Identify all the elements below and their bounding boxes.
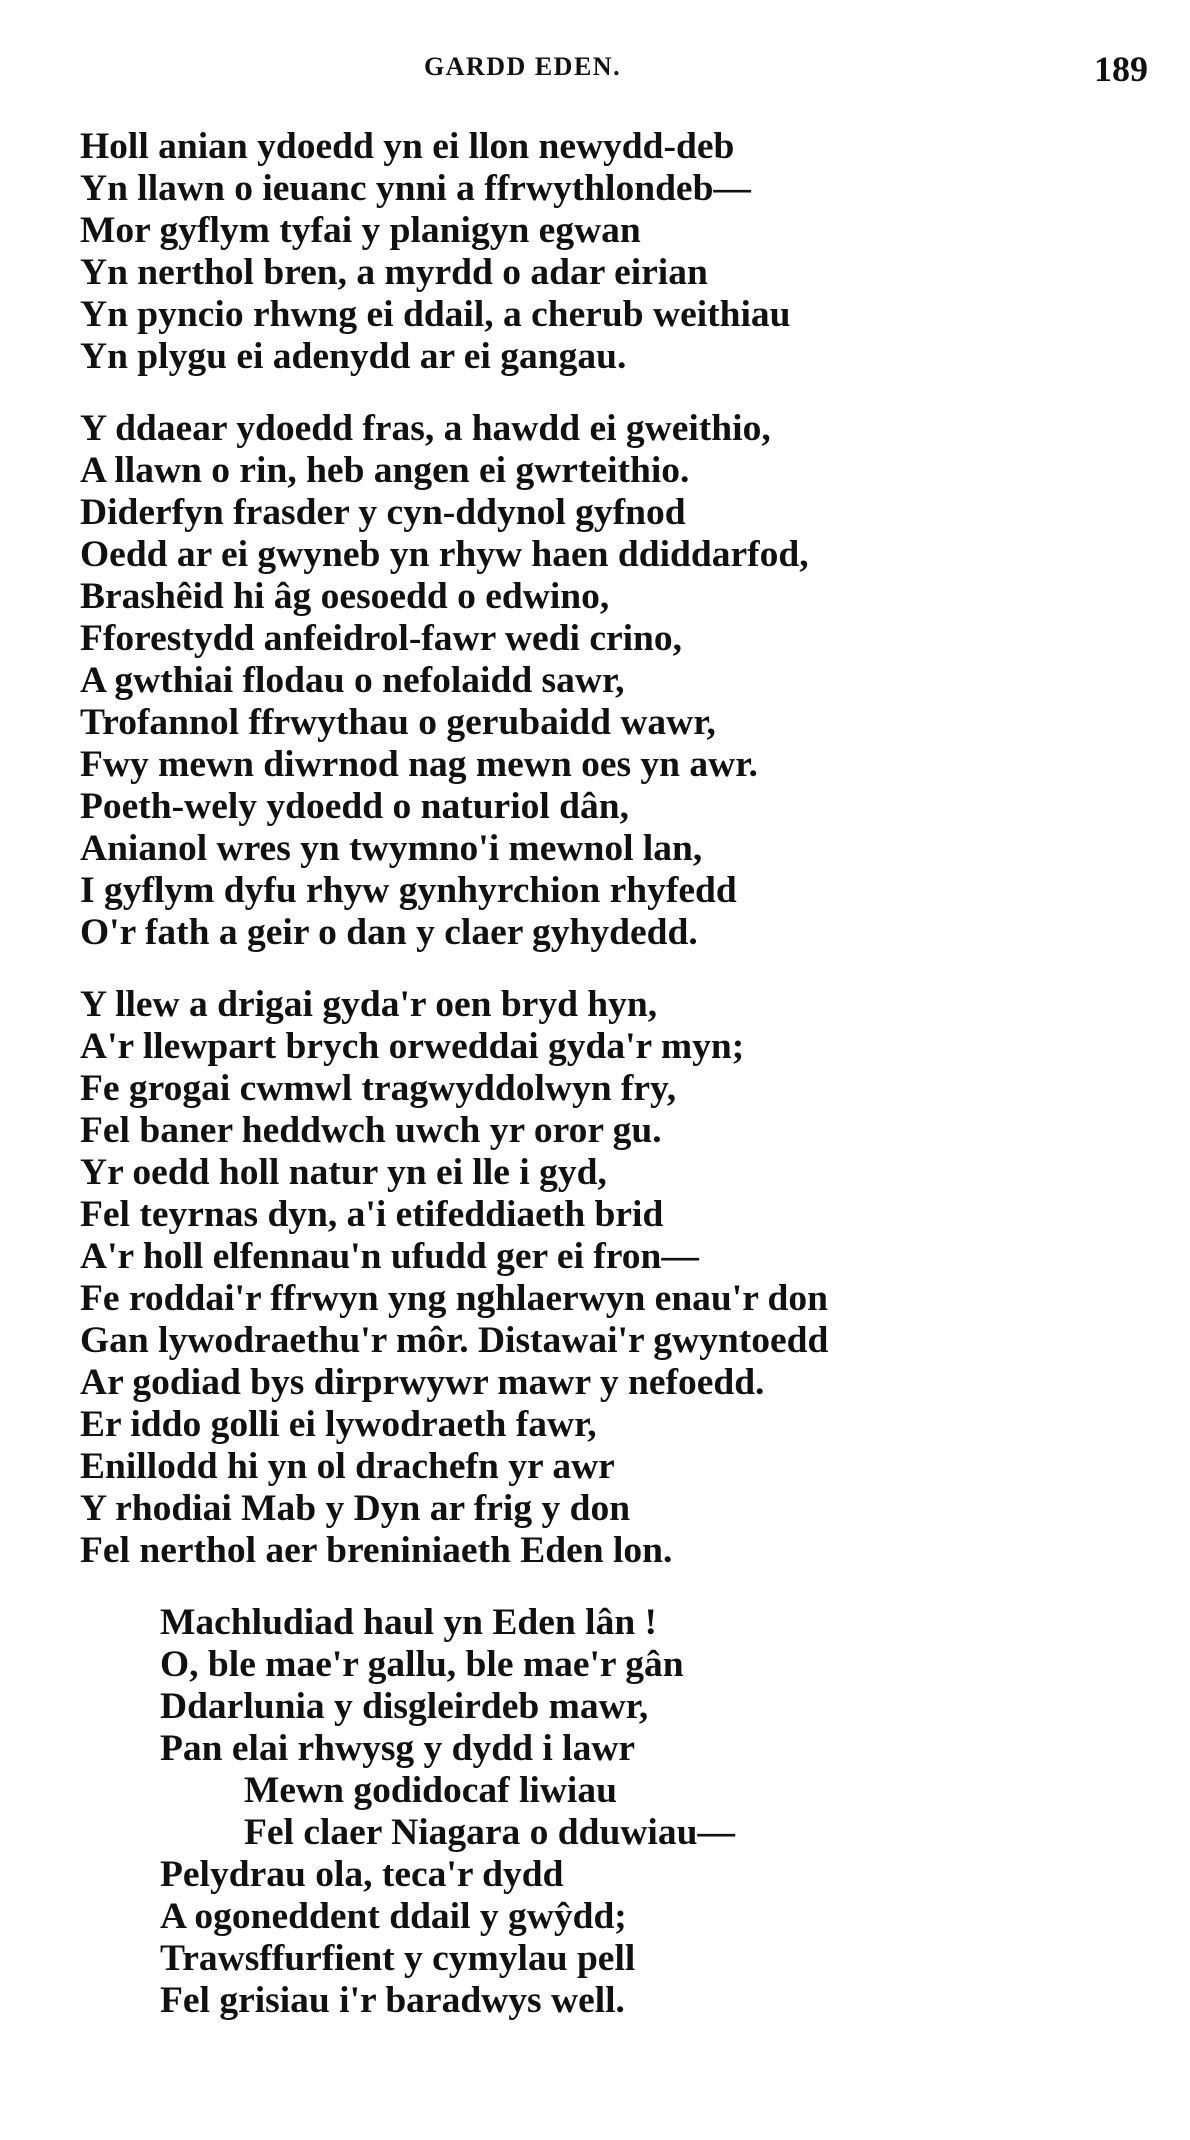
verse-line: Brashêid hi âg oesoedd o edwino, bbox=[80, 576, 610, 617]
verse-line: Fel baner heddwch uwch yr oror gu. bbox=[80, 1110, 662, 1151]
verse-line: Trawsffurfient y cymylau pell bbox=[160, 1938, 636, 1979]
stanza-3 bbox=[80, 984, 1160, 1572]
verse-line: Trofannol ffrwythau o gerubaidd wawr, bbox=[80, 702, 716, 743]
verse-line: Y ddaear ydoedd fras, a hawdd ei gweithio, bbox=[80, 408, 771, 449]
stanza-4 bbox=[160, 1602, 1160, 2022]
verse-line: Yn llawn o ieuanc ynni a ffrwythlondeb— bbox=[80, 168, 751, 209]
verse-line: I gyflym dyfu rhyw gynhyrchion rhyfedd bbox=[80, 870, 737, 911]
verse-line-indented: Fel claer Niagara o dduwiau— bbox=[244, 1812, 735, 1853]
verse-line: Machludiad haul yn Eden lân ! bbox=[160, 1602, 658, 1643]
verse-line: Fe grogai cwmwl tragwyddolwyn fry, bbox=[80, 1068, 677, 1109]
verse-line: A'r llewpart brych orweddai gyda'r myn; bbox=[80, 1026, 745, 1067]
verse-line-indented: Mewn godidocaf liwiau bbox=[244, 1770, 617, 1811]
verse-line: Fe roddai'r ffrwyn yng nghlaerwyn enau'r don bbox=[80, 1278, 829, 1319]
verse-line: Ddarlunia y disgleirdeb mawr, bbox=[160, 1686, 649, 1727]
verse-line: A'r holl elfennau'n ufudd ger ei fron— bbox=[80, 1236, 699, 1277]
verse-line: O, ble mae'r gallu, ble mae'r gân bbox=[160, 1644, 684, 1685]
verse-line: Yn plygu ei adenydd ar ei gangau. bbox=[80, 336, 627, 377]
verse-line: Yn pyncio rhwng ei ddail, a cherub weithiau bbox=[80, 294, 791, 335]
verse-line: A llawn o rin, heb angen ei gwrteithio. bbox=[80, 450, 690, 491]
verse-line: Mor gyflym tyfai y planigyn egwan bbox=[80, 210, 641, 251]
verse-line: Pan elai rhwysg y dydd i lawr bbox=[160, 1728, 636, 1769]
verse-line: Fwy mewn diwrnod nag mewn oes yn awr. bbox=[80, 744, 758, 785]
verse-line: Poeth-wely ydoedd o naturiol dân, bbox=[80, 786, 630, 827]
verse-line: Fel nerthol aer breniniaeth Eden lon. bbox=[80, 1530, 673, 1571]
verse-line: Diderfyn frasder y cyn-ddynol gyfnod bbox=[80, 492, 686, 533]
page-header bbox=[0, 48, 1190, 98]
verse-line: Y llew a drigai gyda'r oen bryd hyn, bbox=[80, 984, 658, 1025]
verse-line: Holl anian ydoedd yn ei llon newydd-deb bbox=[80, 126, 735, 167]
verse-line: A ogoneddent ddail y gwŷdd; bbox=[160, 1896, 627, 1937]
verse-line: Y rhodiai Mab y Dyn ar frig y don bbox=[80, 1488, 631, 1529]
verse-line: Er iddo golli ei lywodraeth fawr, bbox=[80, 1404, 597, 1445]
verse-line: Oedd ar ei gwyneb yn rhyw haen ddiddarfod, bbox=[80, 534, 809, 575]
verse-line: Yn nerthol bren, a myrdd o adar eirian bbox=[80, 252, 708, 293]
verse-line: Ar godiad bys dirprwywr mawr y nefoedd. bbox=[80, 1362, 765, 1403]
poem-body bbox=[80, 126, 1160, 2052]
running-head: GARDD EDEN. bbox=[424, 52, 622, 81]
page-number: 189 bbox=[1094, 49, 1148, 89]
verse-line: Anianol wres yn twymno'i mewnol lan, bbox=[80, 828, 703, 869]
verse-line: Pelydrau ola, teca'r dydd bbox=[160, 1854, 564, 1895]
verse-line: Yr oedd holl natur yn ei lle i gyd, bbox=[80, 1152, 607, 1193]
verse-line: Enillodd hi yn ol drachefn yr awr bbox=[80, 1446, 615, 1487]
verse-line: O'r fath a geir o dan y claer gyhydedd. bbox=[80, 912, 698, 953]
verse-line: Gan lywodraethu'r môr. Distawai'r gwyntoedd bbox=[80, 1320, 829, 1361]
verse-line: A gwthiai flodau o nefolaidd sawr, bbox=[80, 660, 625, 701]
verse-line: Fel teyrnas dyn, a'i etifeddiaeth brid bbox=[80, 1194, 664, 1235]
verse-line: Fel grisiau i'r baradwys well. bbox=[160, 1980, 625, 2021]
stanza-1 bbox=[80, 126, 1160, 378]
verse-line: Fforestydd anfeidrol-fawr wedi crino, bbox=[80, 618, 683, 659]
stanza-2 bbox=[80, 408, 1160, 954]
